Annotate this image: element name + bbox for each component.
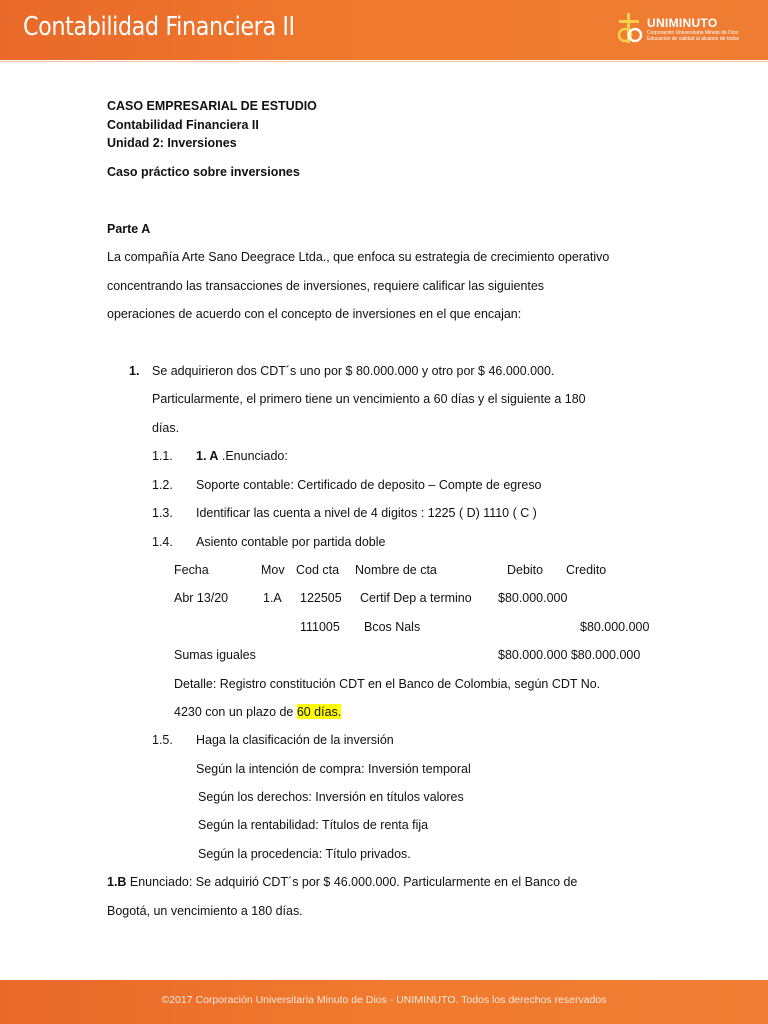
- intro-line-2: concentrando las transacciones de inversiones, requiere calificar las siguientes: [107, 278, 545, 293]
- classification-origin: Según la procedencia: Título privados.: [198, 846, 411, 861]
- sub-1-4-text: Asiento contable por partida doble: [196, 534, 386, 549]
- logo-subtitle-line-1: Corporación Universitaria Minuto de Dios: [647, 30, 739, 36]
- logo-mark-icon: [616, 11, 644, 49]
- item-1-line-1: Se adquirieron dos CDT´s uno por $ 80.000.000 y otro por $ 46.000.000.: [152, 363, 555, 378]
- heading-practice: Caso práctico sobre inversiones: [107, 164, 300, 179]
- footer-copyright: ©2017 Corporación Universitaria Minuto de Dios - UNIMINUTO. Todos los derechos reservados: [161, 994, 607, 1006]
- sub-1-4-number: 1.4.: [152, 534, 173, 549]
- table-sumas-label: Sumas iguales: [174, 647, 256, 662]
- table-row-1-mov: 1.A: [263, 590, 282, 605]
- table-header-fecha: Fecha: [174, 562, 209, 577]
- table-header-cod: Cod cta: [296, 562, 340, 577]
- intro-line-1: La compañía Arte Sano Deegrace Ltda., que enfoca su estrategia de crecimiento operativo: [107, 249, 610, 264]
- table-header-mov: Mov: [261, 562, 285, 577]
- sub-1-5-text: Haga la clasificación de la inversión: [196, 732, 394, 747]
- classification-rights: Según los derechos: Inversión en títulos valores: [198, 789, 464, 804]
- item-1-line-3: días.: [152, 420, 180, 435]
- sub-1-3-number: 1.3.: [152, 505, 173, 520]
- classification-intent: Según la intención de compra: Inversión temporal: [196, 761, 471, 776]
- table-row-2-nombre: Bcos Nals: [364, 619, 421, 634]
- sub-1-1-bold: 1. A: [196, 448, 219, 463]
- item-1b-label: 1.B: [107, 874, 127, 889]
- sub-1-1-text: [196, 448, 288, 463]
- detalle-line-1: Detalle: Registro constitución CDT en el Banco de Colombia, según CDT No.: [174, 676, 601, 691]
- item-1b-text: Enunciado: Se adquirió CDT´s por $ 46.000.000. Particularmente en el Banco de: [126, 874, 578, 889]
- table-header-nombre: Nombre de cta: [355, 562, 437, 577]
- sub-1-5-number: 1.5.: [152, 732, 173, 747]
- classification-return: Según la rentabilidad: Títulos de renta fija: [198, 817, 429, 832]
- sub-1-3-text: Identificar las cuenta a nivel de 4 digitos : 1225 ( D) 1110 ( C ): [196, 505, 537, 520]
- logo-name: UNIMINUTO: [647, 16, 718, 30]
- sub-1-2-number: 1.2.: [152, 477, 173, 492]
- logo-subtitle: [647, 30, 757, 42]
- uniminuto-logo: [616, 11, 756, 49]
- header-separator: [0, 61, 768, 62]
- heading-course: Contabilidad Financiera II: [107, 117, 259, 132]
- table-row-1-cod: 122505: [300, 590, 342, 605]
- item-1b-line-1: [107, 874, 577, 889]
- highlighted-term: 60 días.: [296, 704, 342, 719]
- page-header: [0, 0, 768, 60]
- sub-1-1-number: 1.1.: [152, 448, 173, 463]
- table-row-2-credito: $80.000.000: [580, 619, 650, 634]
- item-1b-line-2: Bogotá, un vencimiento a 180 días.: [107, 903, 303, 918]
- item-1-number: 1.: [129, 363, 140, 378]
- logo-subtitle-line-2: Educación de calidad al alcance de todos: [647, 36, 740, 42]
- heading-case: CASO EMPRESARIAL DE ESTUDIO: [107, 98, 317, 113]
- header-title: Contabilidad Financiera II: [23, 12, 295, 42]
- table-row-1-debito: $80.000.000: [498, 590, 568, 605]
- table-header-credito: Credito: [566, 562, 607, 577]
- sub-1-1-rest: .Enunciado:: [218, 448, 288, 463]
- table-sumas-values: $80.000.000 $80.000.000: [498, 647, 641, 662]
- detalle-line-2: [174, 704, 341, 719]
- heading-unit: Unidad 2: Inversiones: [107, 135, 237, 150]
- item-1-line-2: Particularmente, el primero tiene un vencimiento a 60 días y el siguiente a 180: [152, 391, 586, 406]
- sub-1-2-text: Soporte contable: Certificado de deposito – Compte de egreso: [196, 477, 542, 492]
- table-row-1-nombre: Certif Dep a termino: [360, 590, 472, 605]
- page-footer: [0, 980, 768, 1024]
- table-row-2-cod: 111005: [300, 619, 340, 634]
- intro-line-3: operaciones de acuerdo con el concepto de inversiones en el que encajan:: [107, 306, 522, 321]
- table-row-1-fecha: Abr 13/20: [174, 590, 229, 605]
- detalle-line-2-text: 4230 con un plazo de: [174, 704, 297, 719]
- part-heading: Parte A: [107, 221, 151, 236]
- table-header-debito: Debito: [507, 562, 544, 577]
